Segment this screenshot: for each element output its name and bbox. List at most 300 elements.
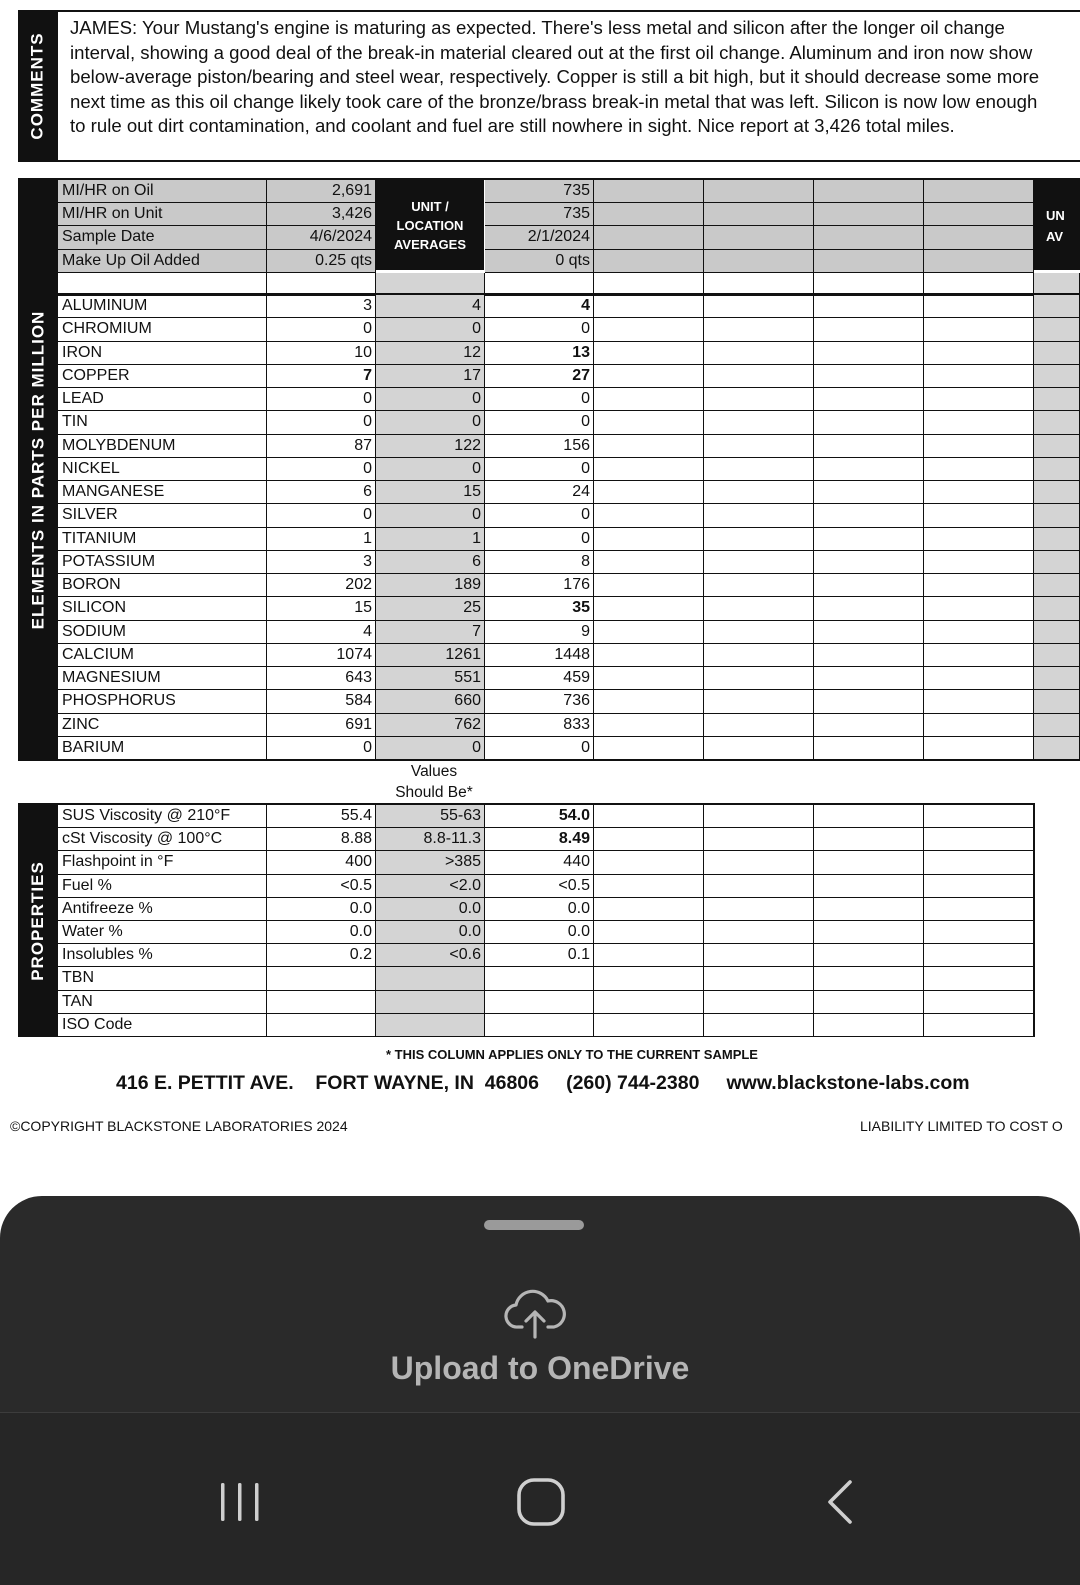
unit-location-averages-header: UNIT / LOCATION AVERAGES [376,180,484,270]
header-empty-cell [924,250,1034,273]
element-name: SILVER [58,504,267,527]
header-row-current: 2,691 [267,180,376,203]
element-empty-cell [814,411,924,434]
element-empty-cell [594,481,704,504]
element-empty-cell [814,528,924,551]
property-current-value: 0.0 [267,921,376,944]
element-empty-cell [1034,342,1080,365]
element-empty-cell [594,411,704,434]
element-empty-cell [814,388,924,411]
element-empty-cell [704,411,814,434]
element-empty-cell [1034,318,1080,341]
element-empty-cell [1034,458,1080,481]
element-empty-cell [704,365,814,388]
element-previous-value: 9 [485,621,594,644]
unit-averages-header-cut: UN AV [1034,180,1080,270]
element-name: ALUMINUM [58,295,267,318]
header-empty-cell [924,180,1034,203]
property-empty-cell [594,875,704,898]
element-empty-cell [1034,388,1080,411]
element-empty-cell [1034,551,1080,574]
element-empty-cell [814,690,924,713]
element-empty-cell [704,342,814,365]
property-previous-value [485,1014,594,1037]
element-current-value: 0 [267,388,376,411]
element-average-value: 6 [376,551,485,574]
element-average-value: 0 [376,411,485,434]
element-name: MOLYBDENUM [58,435,267,458]
element-name: SODIUM [58,621,267,644]
element-empty-cell [814,551,924,574]
header-empty-cell [704,180,814,203]
property-name: Flashpoint in °F [58,851,267,874]
element-empty-cell [924,435,1034,458]
back-icon[interactable] [820,1478,860,1526]
property-current-value: 0.0 [267,898,376,921]
property-empty-cell [924,828,1034,851]
element-previous-value: 0 [485,737,594,760]
element-empty-cell [814,295,924,318]
element-current-value: 7 [267,365,376,388]
element-empty-cell [814,365,924,388]
property-empty-cell [704,898,814,921]
property-empty-cell [814,967,924,990]
element-empty-cell [924,621,1034,644]
property-empty-cell [924,851,1034,874]
property-target-range: <0.6 [376,944,485,967]
comments-section-label: COMMENTS [18,10,58,162]
element-name: ZINC [58,714,267,737]
header-empty-cell [594,180,704,203]
element-empty-cell [594,737,704,760]
element-empty-cell [814,714,924,737]
element-empty-cell [594,551,704,574]
element-average-value: 1 [376,528,485,551]
property-empty-cell [814,805,924,828]
element-previous-value: 0 [485,411,594,434]
element-previous-value: 176 [485,574,594,597]
element-previous-value: 13 [485,342,594,365]
property-empty-cell [924,875,1034,898]
element-average-value: 122 [376,435,485,458]
property-empty-cell [594,991,704,1014]
header-row-label: Sample Date [58,226,267,249]
element-empty-cell [924,644,1034,667]
element-average-value: 17 [376,365,485,388]
property-target-range: 55-63 [376,805,485,828]
element-empty-cell [1034,528,1080,551]
element-empty-cell [924,365,1034,388]
element-empty-cell [704,435,814,458]
element-name: BORON [58,574,267,597]
element-name: CHROMIUM [58,318,267,341]
element-average-value: 660 [376,690,485,713]
element-empty-cell [704,621,814,644]
property-empty-cell [704,921,814,944]
element-empty-cell [704,574,814,597]
element-empty-cell [1034,295,1080,318]
element-empty-cell [1034,644,1080,667]
element-current-value: 3 [267,295,376,318]
property-empty-cell [594,1014,704,1037]
property-current-value: <0.5 [267,875,376,898]
property-previous-value [485,967,594,990]
element-previous-value: 0 [485,388,594,411]
element-empty-cell [594,574,704,597]
element-current-value: 6 [267,481,376,504]
header-empty-cell [924,226,1034,249]
element-previous-value: 0 [485,318,594,341]
property-target-range [376,1014,485,1037]
element-average-value: 25 [376,597,485,620]
element-empty-cell [924,574,1034,597]
element-average-value: 1261 [376,644,485,667]
property-previous-value: 0.0 [485,921,594,944]
property-name: ISO Code [58,1014,267,1037]
property-empty-cell [704,944,814,967]
property-empty-cell [704,805,814,828]
element-previous-value: 0 [485,528,594,551]
element-empty-cell [704,597,814,620]
element-empty-cell [924,295,1034,318]
element-empty-cell [704,388,814,411]
property-empty-cell [814,875,924,898]
element-empty-cell [704,737,814,760]
element-empty-cell [1034,481,1080,504]
element-previous-value: 4 [485,295,594,318]
element-empty-cell [924,504,1034,527]
property-empty-cell [704,991,814,1014]
property-empty-cell [594,898,704,921]
element-name: IRON [58,342,267,365]
property-previous-value: 0.0 [485,898,594,921]
element-current-value: 0 [267,318,376,341]
header-row-previous: 0 qts [485,250,594,273]
lab-address: 416 E. PETTIT AVE. FORT WAYNE, IN 46806 (260) 744-2380 www.blackstone-labs.com [116,1072,970,1094]
element-empty-cell [704,481,814,504]
element-current-value: 1074 [267,644,376,667]
element-empty-cell [594,690,704,713]
column-note: * THIS COLUMN APPLIES ONLY TO THE CURRENT SAMPLE [386,1047,758,1062]
header-row-previous: 735 [485,180,594,203]
element-current-value: 0 [267,411,376,434]
element-previous-value: 833 [485,714,594,737]
element-previous-value: 736 [485,690,594,713]
element-empty-cell [924,318,1034,341]
element-empty-cell [704,690,814,713]
property-empty-cell [814,898,924,921]
element-name: SILICON [58,597,267,620]
header-empty-cell [814,250,924,273]
element-average-value: 762 [376,714,485,737]
header-row-label: MI/HR on Oil [58,180,267,203]
property-name: Insolubles % [58,944,267,967]
element-current-value: 0 [267,737,376,760]
elements-section-label: ELEMENTS IN PARTS PER MILLION [18,180,58,760]
element-empty-cell [924,411,1034,434]
element-empty-cell [814,435,924,458]
property-empty-cell [594,944,704,967]
elements-top-line [18,293,1080,295]
element-name: CALCIUM [58,644,267,667]
element-current-value: 584 [267,690,376,713]
copyright: ©COPYRIGHT BLACKSTONE LABORATORIES 2024 [10,1118,348,1134]
property-current-value: 8.88 [267,828,376,851]
element-empty-cell [1034,504,1080,527]
property-target-range: 0.0 [376,921,485,944]
element-empty-cell [594,597,704,620]
element-name: MANGANESE [58,481,267,504]
element-empty-cell [814,318,924,341]
element-empty-cell [1034,574,1080,597]
header-empty-cell [704,226,814,249]
property-empty-cell [814,921,924,944]
property-empty-cell [704,851,814,874]
element-empty-cell [594,435,704,458]
element-empty-cell [1034,411,1080,434]
element-empty-cell [704,458,814,481]
element-empty-cell [1034,621,1080,644]
property-name: TBN [58,967,267,990]
property-target-range [376,991,485,1014]
element-empty-cell [594,644,704,667]
element-previous-value: 156 [485,435,594,458]
property-previous-value [485,991,594,1014]
element-empty-cell [814,737,924,760]
header-row-current: 4/6/2024 [267,226,376,249]
property-empty-cell [924,921,1034,944]
element-empty-cell [924,342,1034,365]
home-icon[interactable] [516,1477,566,1527]
property-target-range: <2.0 [376,875,485,898]
element-current-value: 4 [267,621,376,644]
element-empty-cell [814,458,924,481]
element-empty-cell [704,528,814,551]
property-target-range: >385 [376,851,485,874]
element-previous-value: 459 [485,667,594,690]
element-current-value: 691 [267,714,376,737]
element-empty-cell [924,714,1034,737]
property-previous-value: 0.1 [485,944,594,967]
element-empty-cell [814,481,924,504]
element-empty-cell [924,737,1034,760]
element-empty-cell [1034,737,1080,760]
element-current-value: 1 [267,528,376,551]
element-average-value: 189 [376,574,485,597]
property-previous-value: <0.5 [485,875,594,898]
property-name: TAN [58,991,267,1014]
element-empty-cell [1034,714,1080,737]
property-name: Antifreeze % [58,898,267,921]
element-current-value: 643 [267,667,376,690]
element-empty-cell [594,458,704,481]
header-empty-cell [814,203,924,226]
property-empty-cell [594,805,704,828]
header-row-current: 3,426 [267,203,376,226]
properties-right-line [1033,803,1035,1037]
property-empty-cell [814,851,924,874]
header-row-label: Make Up Oil Added [58,250,267,273]
element-average-value: 12 [376,342,485,365]
element-empty-cell [924,458,1034,481]
property-name: SUS Viscosity @ 210°F [58,805,267,828]
element-empty-cell [594,621,704,644]
element-previous-value: 24 [485,481,594,504]
element-empty-cell [924,481,1034,504]
property-empty-cell [924,898,1034,921]
property-empty-cell [704,1014,814,1037]
element-name: LEAD [58,388,267,411]
element-previous-value: 27 [485,365,594,388]
element-average-value: 0 [376,388,485,411]
element-average-value: 4 [376,295,485,318]
property-name: cSt Viscosity @ 100°C [58,828,267,851]
element-name: COPPER [58,365,267,388]
element-name: MAGNESIUM [58,667,267,690]
properties-top-line [18,803,1034,805]
property-empty-cell [814,828,924,851]
element-empty-cell [594,295,704,318]
element-name: TIN [58,411,267,434]
property-empty-cell [594,967,704,990]
element-previous-value: 0 [485,458,594,481]
header-empty-cell [704,203,814,226]
property-empty-cell [814,944,924,967]
element-empty-cell [704,644,814,667]
element-empty-cell [924,551,1034,574]
element-average-value: 0 [376,318,485,341]
property-empty-cell [594,921,704,944]
element-average-value: 0 [376,458,485,481]
property-target-range: 0.0 [376,898,485,921]
comments-text: JAMES: Your Mustang's engine is maturing as expected. There's less metal and silicon after the longer oil change interval, showing a good deal of the break-in material cleared out at the first oil change. Aluminum and iron now show below-average piston/bearing and steel wear, respectively. Copper is still a bit high, but it should decrease some more next time as this oil change likely took care of the bronze/brass break-in metal that was left. Silicon is now low enough to rule out dirt contamination, and coolant and fuel are still nowhere in sight. Nice report at 3,426 total miles. [70,17,1040,136]
property-empty-cell [924,1014,1034,1037]
header-row-current: 0.25 qts [267,250,376,273]
element-empty-cell [704,714,814,737]
element-empty-cell [704,318,814,341]
liability-note: LIABILITY LIMITED TO COST O [860,1118,1063,1134]
header-row-previous: 735 [485,203,594,226]
header-empty-cell [814,226,924,249]
element-empty-cell [1034,690,1080,713]
property-empty-cell [924,967,1034,990]
property-name: Water % [58,921,267,944]
header-empty-cell [924,203,1034,226]
element-current-value: 10 [267,342,376,365]
element-empty-cell [924,388,1034,411]
cloud-upload-icon[interactable] [504,1285,566,1341]
property-target-range: 8.8-11.3 [376,828,485,851]
element-current-value: 87 [267,435,376,458]
element-average-value: 15 [376,481,485,504]
property-previous-value: 54.0 [485,805,594,828]
element-empty-cell [594,342,704,365]
header-row-label: MI/HR on Unit [58,203,267,226]
element-empty-cell [704,504,814,527]
element-current-value: 202 [267,574,376,597]
element-empty-cell [814,574,924,597]
element-previous-value: 35 [485,597,594,620]
element-average-value: 0 [376,737,485,760]
property-empty-cell [704,967,814,990]
recent-apps-icon[interactable] [216,1478,264,1526]
element-name: NICKEL [58,458,267,481]
element-empty-cell [924,690,1034,713]
element-previous-value: 0 [485,504,594,527]
property-previous-value: 440 [485,851,594,874]
header-row-previous: 2/1/2024 [485,226,594,249]
property-empty-cell [594,828,704,851]
element-empty-cell [594,365,704,388]
sheet-drag-handle[interactable] [484,1220,584,1230]
element-previous-value: 1448 [485,644,594,667]
element-average-value: 7 [376,621,485,644]
property-name: Fuel % [58,875,267,898]
element-current-value: 0 [267,504,376,527]
property-empty-cell [704,875,814,898]
element-empty-cell [924,528,1034,551]
element-empty-cell [814,504,924,527]
element-empty-cell [814,621,924,644]
element-average-value: 0 [376,504,485,527]
element-empty-cell [1034,597,1080,620]
element-empty-cell [704,551,814,574]
element-empty-cell [1034,365,1080,388]
upload-to-onedrive-button[interactable]: Upload to OneDrive [390,1350,690,1386]
property-current-value: 400 [267,851,376,874]
property-target-range [376,967,485,990]
element-empty-cell [924,667,1034,690]
element-empty-cell [704,295,814,318]
element-empty-cell [704,667,814,690]
element-empty-cell [1034,435,1080,458]
elements-bottom-line [18,759,1080,761]
property-current-value: 55.4 [267,805,376,828]
property-empty-cell [924,991,1034,1014]
element-name: TITANIUM [58,528,267,551]
element-empty-cell [814,597,924,620]
element-empty-cell [1034,667,1080,690]
element-average-value: 551 [376,667,485,690]
element-empty-cell [594,714,704,737]
element-name: BARIUM [58,737,267,760]
header-empty-cell [814,180,924,203]
property-empty-cell [924,805,1034,828]
header-empty-cell [594,250,704,273]
element-current-value: 3 [267,551,376,574]
property-empty-cell [814,991,924,1014]
element-empty-cell [594,504,704,527]
element-current-value: 0 [267,458,376,481]
property-empty-cell [704,828,814,851]
header-empty-cell [594,203,704,226]
element-empty-cell [594,318,704,341]
header-empty-cell [704,250,814,273]
property-current-value [267,1014,376,1037]
property-current-value: 0.2 [267,944,376,967]
element-previous-value: 8 [485,551,594,574]
property-empty-cell [924,944,1034,967]
element-empty-cell [814,644,924,667]
property-current-value [267,991,376,1014]
element-empty-cell [814,342,924,365]
properties-section-label: PROPERTIES [18,804,58,1037]
element-current-value: 15 [267,597,376,620]
property-current-value [267,967,376,990]
values-should-be-label: Values Should Be* [395,763,473,801]
element-name: PHOSPHORUS [58,690,267,713]
header-empty-cell [594,226,704,249]
